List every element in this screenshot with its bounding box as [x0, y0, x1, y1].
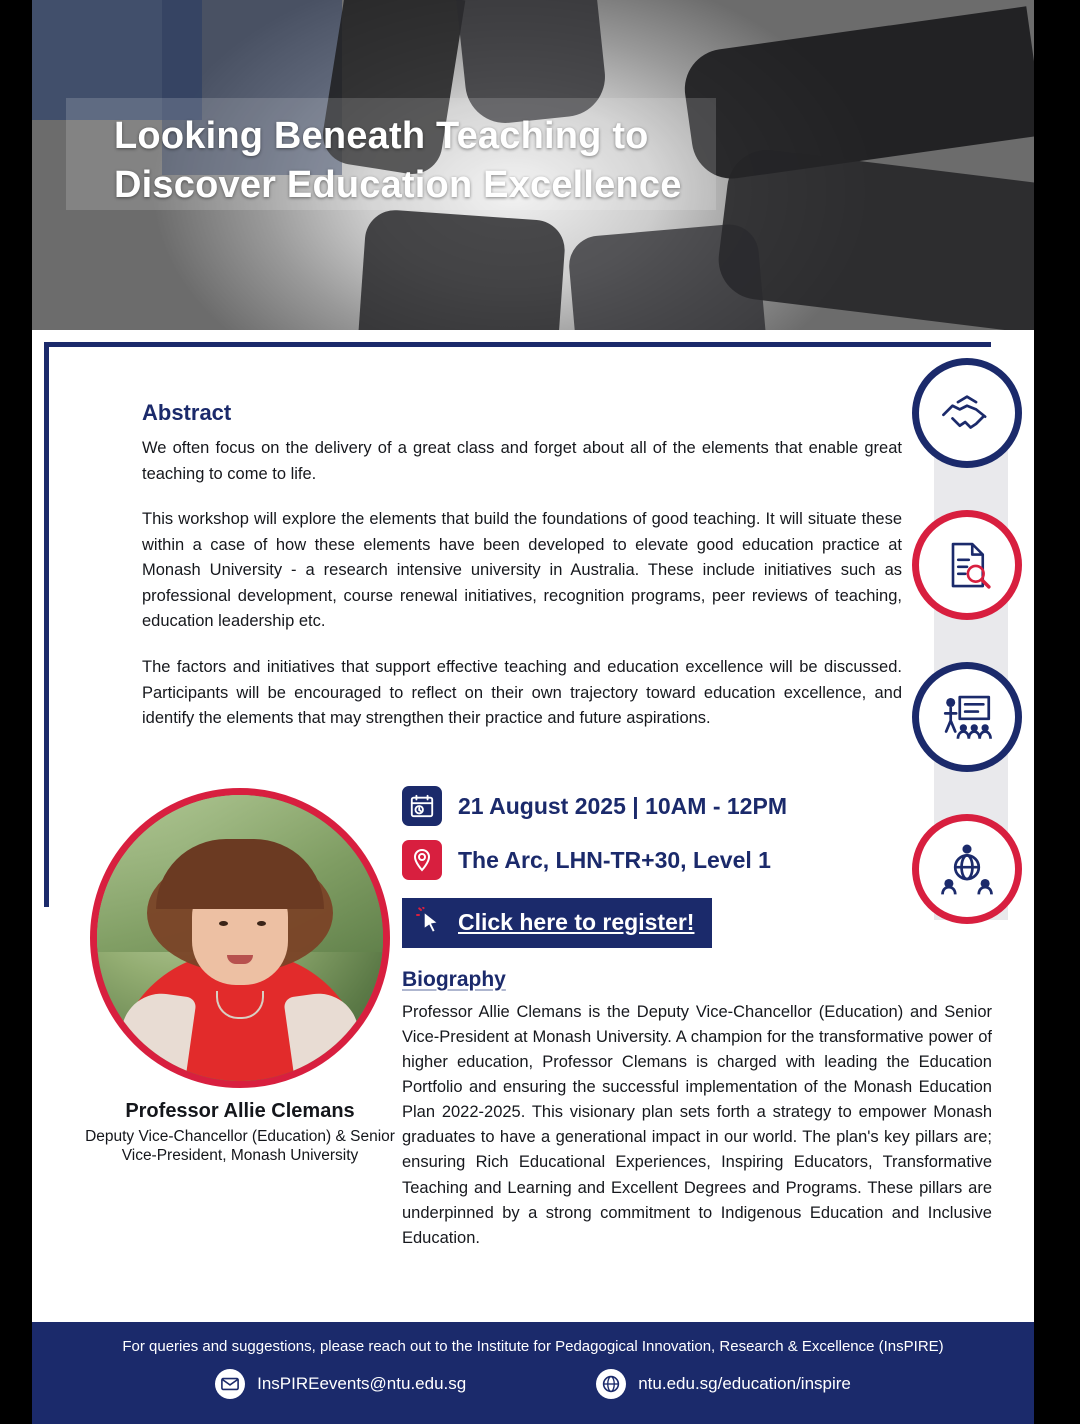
icon-rail	[912, 358, 1032, 938]
footer-email-text: InsPIREevents@ntu.edu.sg	[257, 1374, 467, 1393]
right-edge-letterbox	[1034, 0, 1080, 1424]
abstract-paragraph-3: The factors and initiatives that support effective teaching and education excellence will be discussed. Participants will be encouraged to reflect on their own trajectory toward education excellence, and identify the elements that may strengthen their practice and future aspirations.	[142, 657, 902, 728]
handshake-icon	[912, 358, 1022, 468]
document-search-icon	[912, 510, 1022, 620]
speaker-block	[80, 788, 400, 1166]
abstract-paragraph-2: This workshop will explore the elements that build the foundations of good teaching. It will situate these within a case of how these elements have been developed to elevate good education practice at Monash University - a research intensive university in Australia. These include initiatives such as professional development, course renewal initiatives, recognition programs, peer reviews of teaching, education leadership etc.	[142, 510, 902, 631]
location-pin-icon	[402, 840, 442, 880]
event-details	[402, 786, 922, 948]
hero-banner	[32, 0, 1034, 330]
event-venue-row	[402, 840, 922, 880]
global-network-icon	[912, 814, 1022, 924]
biography-section	[402, 968, 992, 1251]
presentation-icon	[912, 662, 1022, 772]
event-date-text: 21 August 2025 | 10AM - 12PM	[458, 792, 787, 819]
footer-website[interactable]	[596, 1369, 851, 1399]
poster-canvas	[32, 0, 1034, 1424]
footer-website-text: ntu.edu.sg/education/inspire	[638, 1374, 851, 1393]
footer-note: For queries and suggestions, please reach out to the Institute for Pedagogical Innovation, Research & Excellence (InsPIRE)	[122, 1338, 944, 1355]
biography-text: Professor Allie Clemans is the Deputy Vice-Chancellor (Education) and Senior Vice-President at Monash University. A champion for the transformative power of higher education, Professor Clemans is charged with leading the Education Portfolio and ensuring the successful implementation of the Monash Education Plan 2022-2025. This visionary plan sets forth a strategy to empower Monash graduates to have a generational impact in our world. The plan's key pillars are; ensuring Rich Educational Experiences, Inspiring Educators, Transformative Teaching and Learning and Excellent Degrees and Programs. These pillars are underpinned by a strong commitment to Indigenous Education and Inclusive Education.	[402, 1003, 992, 1247]
envelope-icon	[215, 1369, 245, 1399]
click-cursor-icon	[416, 907, 446, 937]
portrait-eye-right	[257, 921, 266, 926]
speaker-role: Deputy Vice-Chancellor (Education) & Senior Vice-President, Monash University	[85, 1128, 395, 1165]
event-venue-text: The Arc, LHN-TR+30, Level 1	[458, 846, 771, 873]
footer-contacts	[32, 1369, 1034, 1399]
hero-arm-5	[357, 208, 566, 330]
speaker-portrait	[90, 788, 390, 1088]
abstract-heading: Abstract	[142, 400, 232, 425]
biography-heading: Biography	[402, 968, 506, 991]
footer-email[interactable]	[215, 1369, 466, 1399]
register-button-label: Click here to register!	[458, 908, 695, 935]
calendar-clock-icon	[402, 786, 442, 826]
footer	[32, 1322, 1034, 1424]
event-date-row	[402, 786, 922, 826]
portrait-eye-left	[219, 921, 228, 926]
speaker-name: Professor Allie Clemans	[125, 1100, 355, 1122]
abstract-section	[142, 400, 902, 732]
page-title: Looking Beneath Teaching to Discover Education Excellence	[114, 115, 682, 206]
register-button[interactable]	[402, 898, 712, 948]
abstract-paragraph-1: We often focus on the delivery of a great class and forget about all of the elements that enable great teaching to come to life.	[142, 439, 902, 483]
globe-icon	[596, 1369, 626, 1399]
hero-arm-6	[567, 222, 768, 330]
